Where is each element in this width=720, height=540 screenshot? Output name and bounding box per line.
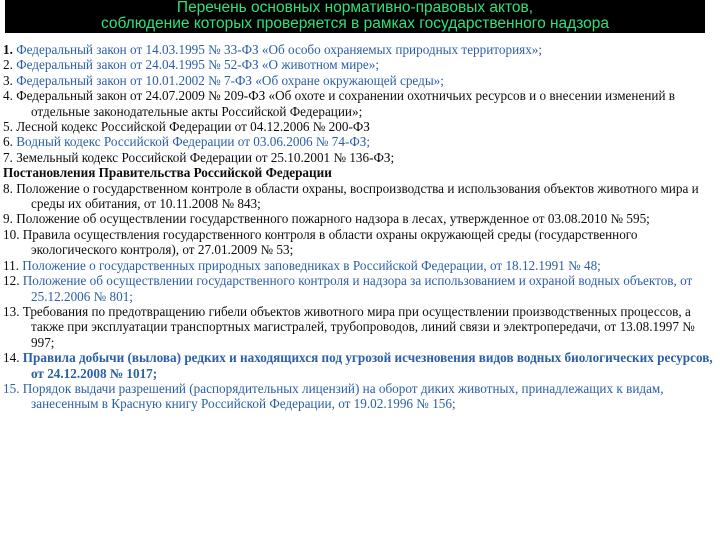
list-item-4: 4. Федеральный закон от 24.07.2009 № 209-ФЗ «Об охоте и сохранении охотничьих ресурсов и о внесении изменений в отдельные законодательные акты Российской Федерации»;: [3, 88, 676, 119]
list-item-1: 1. Федеральный закон от 14.03.1995 № 33-ФЗ «Об особо охраняемых природных территориях»;: [3, 42, 543, 57]
list-item-10: 10. Правила осуществления государственного контроля в области охраны окружающей среды (государственного экологического контроля), от 27.01.2009 № 53;: [3, 226, 638, 258]
list-item-7: 7. Земельный кодекс Российской Федерации от 25.10.2001 № 136-ФЗ;: [3, 149, 395, 165]
list-item-11: 11. Положение о государственных природных заповедниках в Российской Федерации, от 18.12.1991 № 48;: [3, 257, 601, 273]
slide-title: [5, 0, 705, 33]
list-item-13: 13. Требования по предотвращению гибели объектов животного мира при осуществлении производственных процессов, а также при эксплуатации транспортных магистралей, трубопроводов, линий связи и электропередачи, от 13.08.1997 № 997;: [3, 303, 695, 350]
list-item-2: 2. Федеральный закон от 24.04.1995 № 52-ФЗ «О животном мире»;: [3, 57, 379, 73]
list-item-3: 3. Федеральный закон от 10.01.2002 № 7-ФЗ «Об охране окружающей среды»;: [3, 72, 444, 88]
subheading-government-decrees: Постановления Правительства Российской Федерации: [3, 165, 332, 181]
list-item-8: 8. Положение о государственном контроле в области охраны, воспроизводства и использования объектов животного мира и среды их обитания, от 10.11.2008 № 843;: [3, 180, 699, 212]
title-line-2: соблюдение которых проверяется в рамках государственного надзора: [100, 15, 610, 32]
acts-list: [3, 42, 715, 412]
list-item-5: 5. Лесной кодекс Российской Федерации от 04.12.2006 № 200-ФЗ: [3, 119, 370, 135]
list-item-15: 15. Порядок выдачи разрешений (распорядительных лицензий) на оборот диких животных, принадлежащих к видам, занесенным в Красную книгу Российской Федерации, от 19.02.1996 № 156;: [3, 380, 664, 412]
list-item-9: 9. Положение об осуществлении государственного пожарного надзора в лесах, утвержденное от 03.08.2010 № 595;: [3, 211, 650, 227]
list-item-6: 6. Водный кодекс Российской Федерации от 03.06.2006 № 74-ФЗ;: [3, 134, 371, 150]
list-item-14: 14. Правила добычи (вылова) редких и находящихся под угрозой исчезновения видов водных биологических ресурсов, от 24.12.2008 № 1017;: [3, 350, 713, 381]
title-line-1: Перечень основных нормативно-правовых актов,: [176, 0, 534, 16]
list-item-12: 12. Положение об осуществлении государственного контроля и надзора за использованием и охраной водных объектов, от 25.12.2006 № 801;: [3, 273, 693, 304]
